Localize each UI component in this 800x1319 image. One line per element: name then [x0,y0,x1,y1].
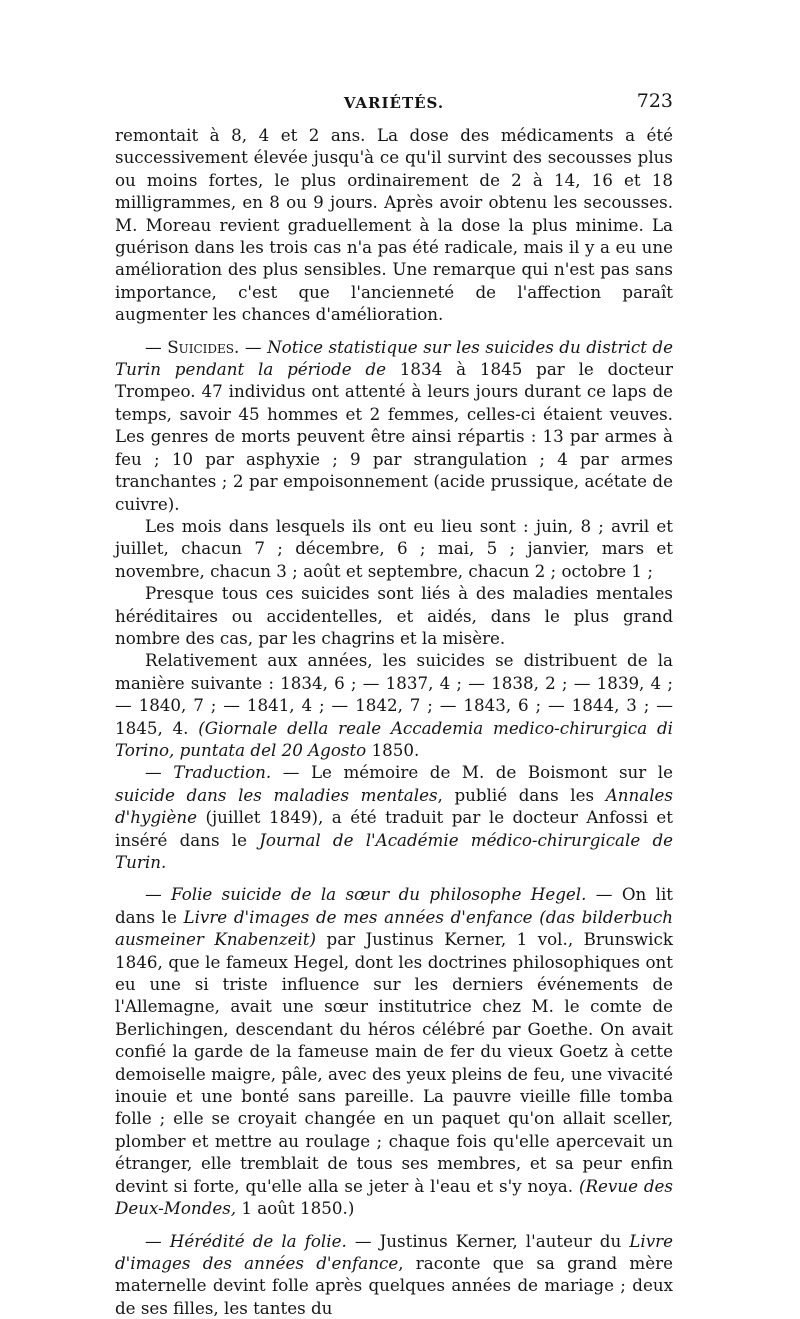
notice-title: Notice statistique sur les suicides du district de Turin pendant la période de [115,337,673,379]
dash: — [145,337,167,357]
running-head [115,84,673,124]
paragraph-causes: Presque tous ces suicides sont liés à des maladies mentales héréditaires ou accidentelles, et aidés, dans le plus grand nombre des cas, par les chagrins et la misère. [115,582,673,649]
text-run: — On lit dans le [115,884,673,926]
source-citation: (Revue des Deux-Mondes, [115,1176,673,1218]
citation-tail: 1 août 1850.) [236,1198,354,1218]
paragraph-suicides [115,336,673,515]
paragraph-years [115,649,673,761]
book-title: Livre d'images des années d'enfance [115,1231,673,1273]
section-heading-hegel: Folie suicide de la sœur du philosophe Hegel. [171,884,586,904]
book-page [115,84,673,1319]
paragraph-traduction [115,761,673,873]
text-run: , raconte que sa grand mère maternelle devint folle après quelques années de mariage ; deux de ses filles, les tantes du [115,1253,673,1318]
text-run: (juillet 1849), a été traduit par le docteur Anfossi et inséré dans le [115,807,673,849]
body-text [115,124,673,1319]
paragraph-hegel [115,883,673,1219]
dash: — [145,1231,170,1251]
paragraph-body: Relativement aux années, les suicides se distribuent de la manière suivante : 1834, 6 ; — 1837, 4 ; — 1838, 2 ; — 1839, 4 ; — 1840, 7 ; — 1841, 4 ; — 1842, 7 ; — 1843, 6 ; — 1844, 3 ; — 1845, 4. [115,650,673,737]
journal-title-2: Journal de l'Académie médico-chirurgicale de Turin. [115,830,673,872]
text-run: , publié dans les [438,785,606,805]
paragraph-months: Les mois dans lesquels ils ont eu lieu sont : juin, 8 ; avril et juillet, chacun 7 ; décembre, 6 ; mai, 5 ; janvier, mars et novembre, chacun 3 ; août et septembre, chacun 2 ; octobre 1 ; [115,515,673,582]
citation-tail: 1850. [366,740,419,760]
paragraph-heredite [115,1230,673,1319]
book-title: Livre d'images de mes années d'enfance (das bilderbuch ausmeiner Knabenzeit) [115,907,673,949]
section-heading-traduction: Traduction. [173,762,271,782]
paragraph-continuation: remontait à 8, 4 et 2 ans. La dose des médicaments a été successivement élevée jusqu'à ce qu'il survint des secousses plus ou moins fortes, le plus ordinairement de 2 à 14, 16 et 18 milligrammes, en 8 ou 9 jours. Après avoir obtenu les secousses. M. Moreau revient graduellement à la dose la plus minime. La guérison dans les trois cas n'a pas été radicale, mais il y a eu une amélioration des plus sensibles. Une remarque qui n'est pas sans importance, c'est que l'ancienneté de l'affection paraît augmenter les chances d'amélioration. [115,124,673,326]
text-run: — Justinus Kerner, l'auteur du [347,1231,630,1251]
page-number: 723 [637,90,673,112]
memoir-title: suicide dans les maladies mentales [115,785,438,805]
dash: — [145,762,173,782]
running-title: VARIÉTÉS. [115,94,673,112]
section-heading-heredite: Hérédité de la folie. [170,1231,347,1251]
section-heading-suicides: Suicides [167,337,234,357]
journal-title: Annales d'hygiène [115,785,673,827]
text-run: par Justinus Kerner, 1 vol., Brunswick 1846, que le fameux Hegel, dont les doctrines philosophiques ont eu une si triste influence sur les derniers événements de l'Allemagne, avait une sœur institutrice chez M. le comte de Berlichingen, descendant du héros célébré par Goethe. On avait confié la garde de la fameuse main de fer du vieux Goetz à cette demoiselle maigre, pâle, avec des yeux pleins de feu, une vivacité inouie et une bonté sans pareille. La pauvre vieille fille tomba folle ; elle se croyait changée en un paquet qu'on allait sceller, plomber et mettre au roulage ; chaque fois qu'elle apercevait un étranger, elle tremblait de tous ses membres, et sa peur enfin devint si forte, qu'elle alla se jeter à l'eau et s'y noya. [115,929,673,1195]
separator: . — [234,337,267,357]
text-run: — Le mémoire de M. de Boismont sur le [271,762,673,782]
dash: — [145,884,171,904]
source-citation: (Giornale della reale Accademia medico-chirurgica di Torino, puntata del 20 Agosto [115,718,673,760]
paragraph-body: 1834 à 1845 par le docteur Trompeo. 47 individus ont attenté à leurs jours durant ce laps de temps, savoir 45 hommes et 2 femmes, celles-ci étaient veuves. Les genres de morts peuvent être ainsi répartis : 13 par armes à feu ; 10 par asphyxie ; 9 par strangulation ; 4 par armes tranchantes ; 2 par empoisonnement (acide prussique, acétate de cuivre). [115,359,673,513]
